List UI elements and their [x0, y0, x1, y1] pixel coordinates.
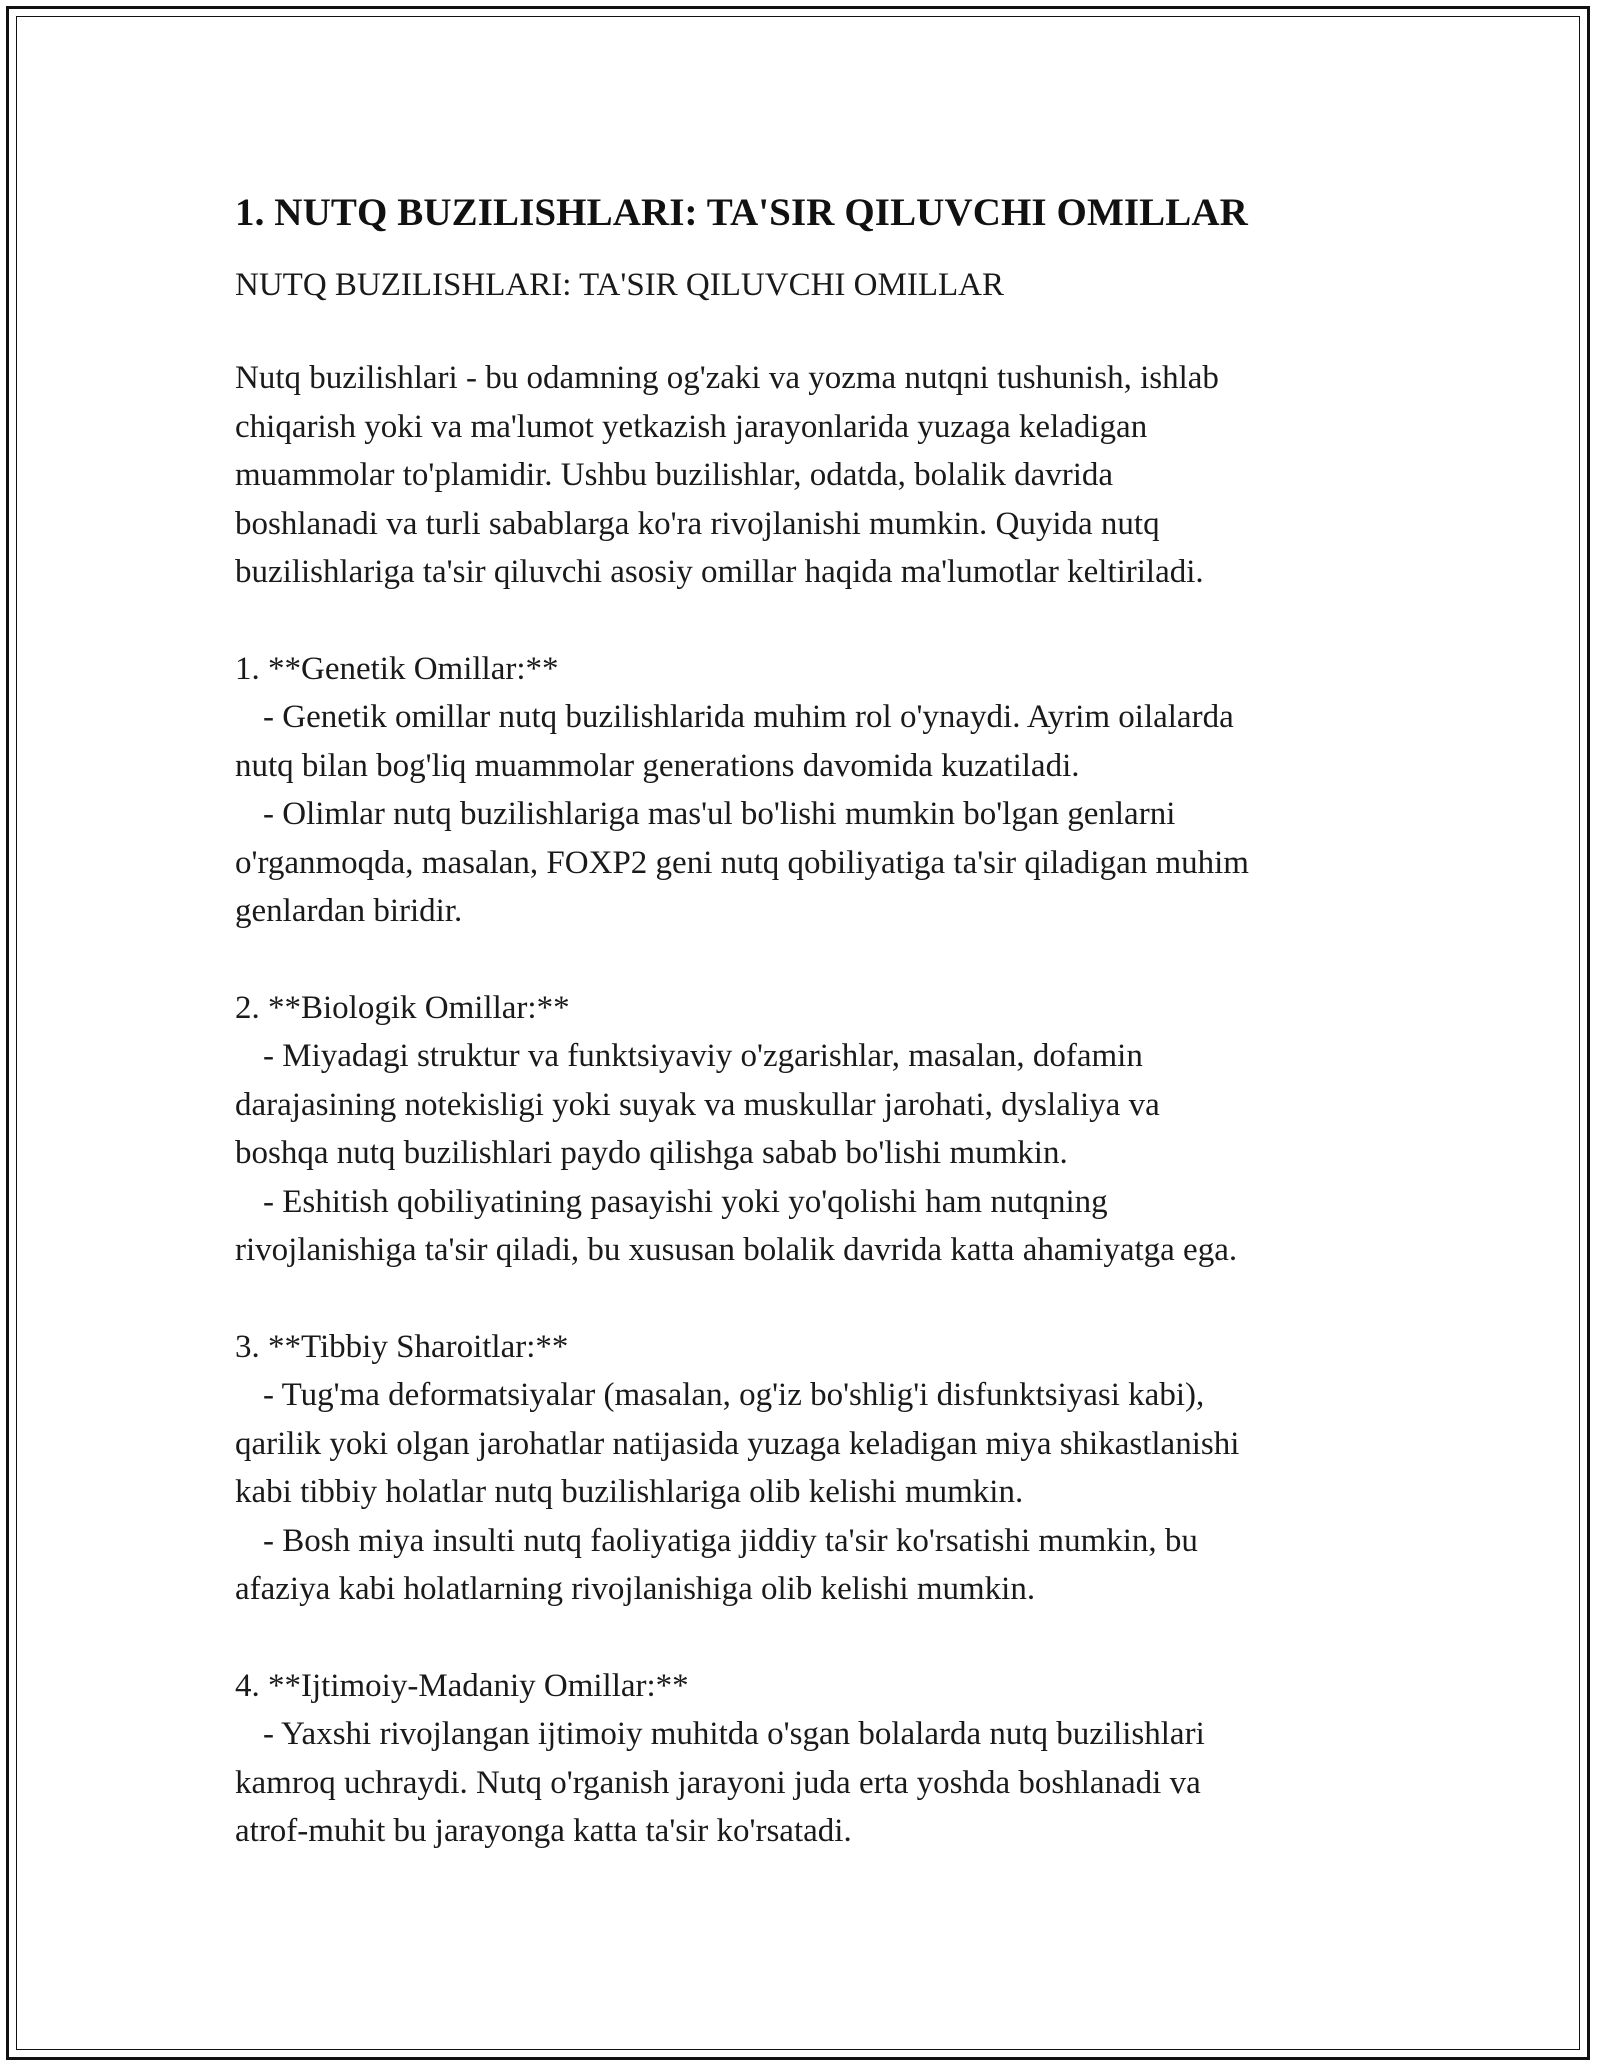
- intro-line: boshlanadi va turli sabablarga ko'ra rivojlanishi mumkin. Quyida nutq: [235, 505, 1160, 542]
- section-socio-cultural-factors: [235, 1662, 1375, 1856]
- section-heading: 4. **Ijtimoiy-Madaniy Omillar:**: [235, 1667, 689, 1704]
- document-title: 1. NUTQ BUZILISHLARI: TA'SIR QILUVCHI OMILLAR: [235, 191, 1248, 234]
- bullet-continuation: kabi tibbiy holatlar nutq buzilishlariga olib kelishi mumkin.: [235, 1474, 1024, 1510]
- bullet-line: - Tug'ma deformatsiyalar (masalan, og'iz bo'shlig'i disfunktsiyasi kabi),: [263, 1377, 1205, 1413]
- section-medical-conditions: [235, 1323, 1375, 1614]
- bullet-continuation: atrof-muhit bu jarayonga katta ta'sir ko'rsatadi.: [235, 1813, 852, 1849]
- bullet-continuation: genlardan biridir.: [235, 893, 463, 929]
- bullet-continuation: nutq bilan bog'liq muammolar generations davomida kuzatiladi.: [235, 747, 1080, 784]
- bullet-line: - Yaxshi rivojlangan ijtimoiy muhitda o'sgan bolalarda nutq buzilishlari: [263, 1716, 1205, 1752]
- bullet-continuation: qarilik yoki olgan jarohatlar natijasida yuzaga keladigan miya shikastlanishi: [235, 1425, 1240, 1462]
- bullet-continuation: rivojlanishiga ta'sir qiladi, bu xususan bolalik davrida katta ahamiyatga ega.: [235, 1232, 1238, 1268]
- document-subtitle: NUTQ BUZILISHLARI: TA'SIR QILUVCHI OMILLAR: [235, 267, 1004, 303]
- bullet-line: - Olimlar nutq buzilishlariga mas'ul bo'lishi mumkin bo'lgan genlarni: [263, 796, 1176, 832]
- intro-line: chiqarish yoki va ma'lumot yetkazish jarayonlarida yuzaga keladigan: [235, 408, 1148, 445]
- section-heading: 1. **Genetik Omillar:**: [235, 650, 559, 687]
- document-body: [235, 186, 1375, 1856]
- section-heading: 2. **Biologik Omillar:**: [235, 989, 570, 1026]
- bullet-continuation: darajasining notekisligi yoki suyak va muskullar jarohati, dyslaliya va: [235, 1086, 1160, 1123]
- bullet-continuation: o'rganmoqda, masalan, FOXP2 geni nutq qobiliyatiga ta'sir qiladigan muhim: [235, 844, 1249, 881]
- intro-paragraph: [235, 354, 1375, 597]
- bullet-line: - Eshitish qobiliyatining pasayishi yoki yo'qolishi ham nutqning: [263, 1183, 1108, 1220]
- bullet-line: - Miyadagi struktur va funktsiyaviy o'zgarishlar, masalan, dofamin: [263, 1038, 1143, 1074]
- bullet-continuation: boshqa nutq buzilishlari paydo qilishga sabab bo'lishi mumkin.: [235, 1135, 1068, 1171]
- bullet-continuation: kamroq uchraydi. Nutq o'rganish jarayoni juda erta yoshda boshlanadi va: [235, 1764, 1201, 1801]
- bullet-continuation: afaziya kabi holatlarning rivojlanishiga olib kelishi mumkin.: [235, 1571, 1036, 1607]
- section-biological-factors: [235, 984, 1375, 1275]
- intro-line: Nutq buzilishlari - bu odamning og'zaki va yozma nutqni tushunish, ishlab: [235, 360, 1219, 396]
- bullet-line: - Genetik omillar nutq buzilishlarida muhim rol o'ynaydi. Ayrim oilalarda: [263, 699, 1234, 735]
- section-genetic-factors: [235, 645, 1375, 936]
- intro-line: muammolar to'plamidir. Ushbu buzilishlar, odatda, bolalik davrida: [235, 457, 1114, 493]
- intro-line: buzilishlariga ta'sir qiluvchi asosiy omillar haqida ma'lumotlar keltiriladi.: [235, 554, 1204, 590]
- bullet-line: - Bosh miya insulti nutq faoliyatiga jiddiy ta'sir ko'rsatishi mumkin, bu: [263, 1522, 1198, 1559]
- section-heading: 3. **Tibbiy Sharoitlar:**: [235, 1328, 569, 1365]
